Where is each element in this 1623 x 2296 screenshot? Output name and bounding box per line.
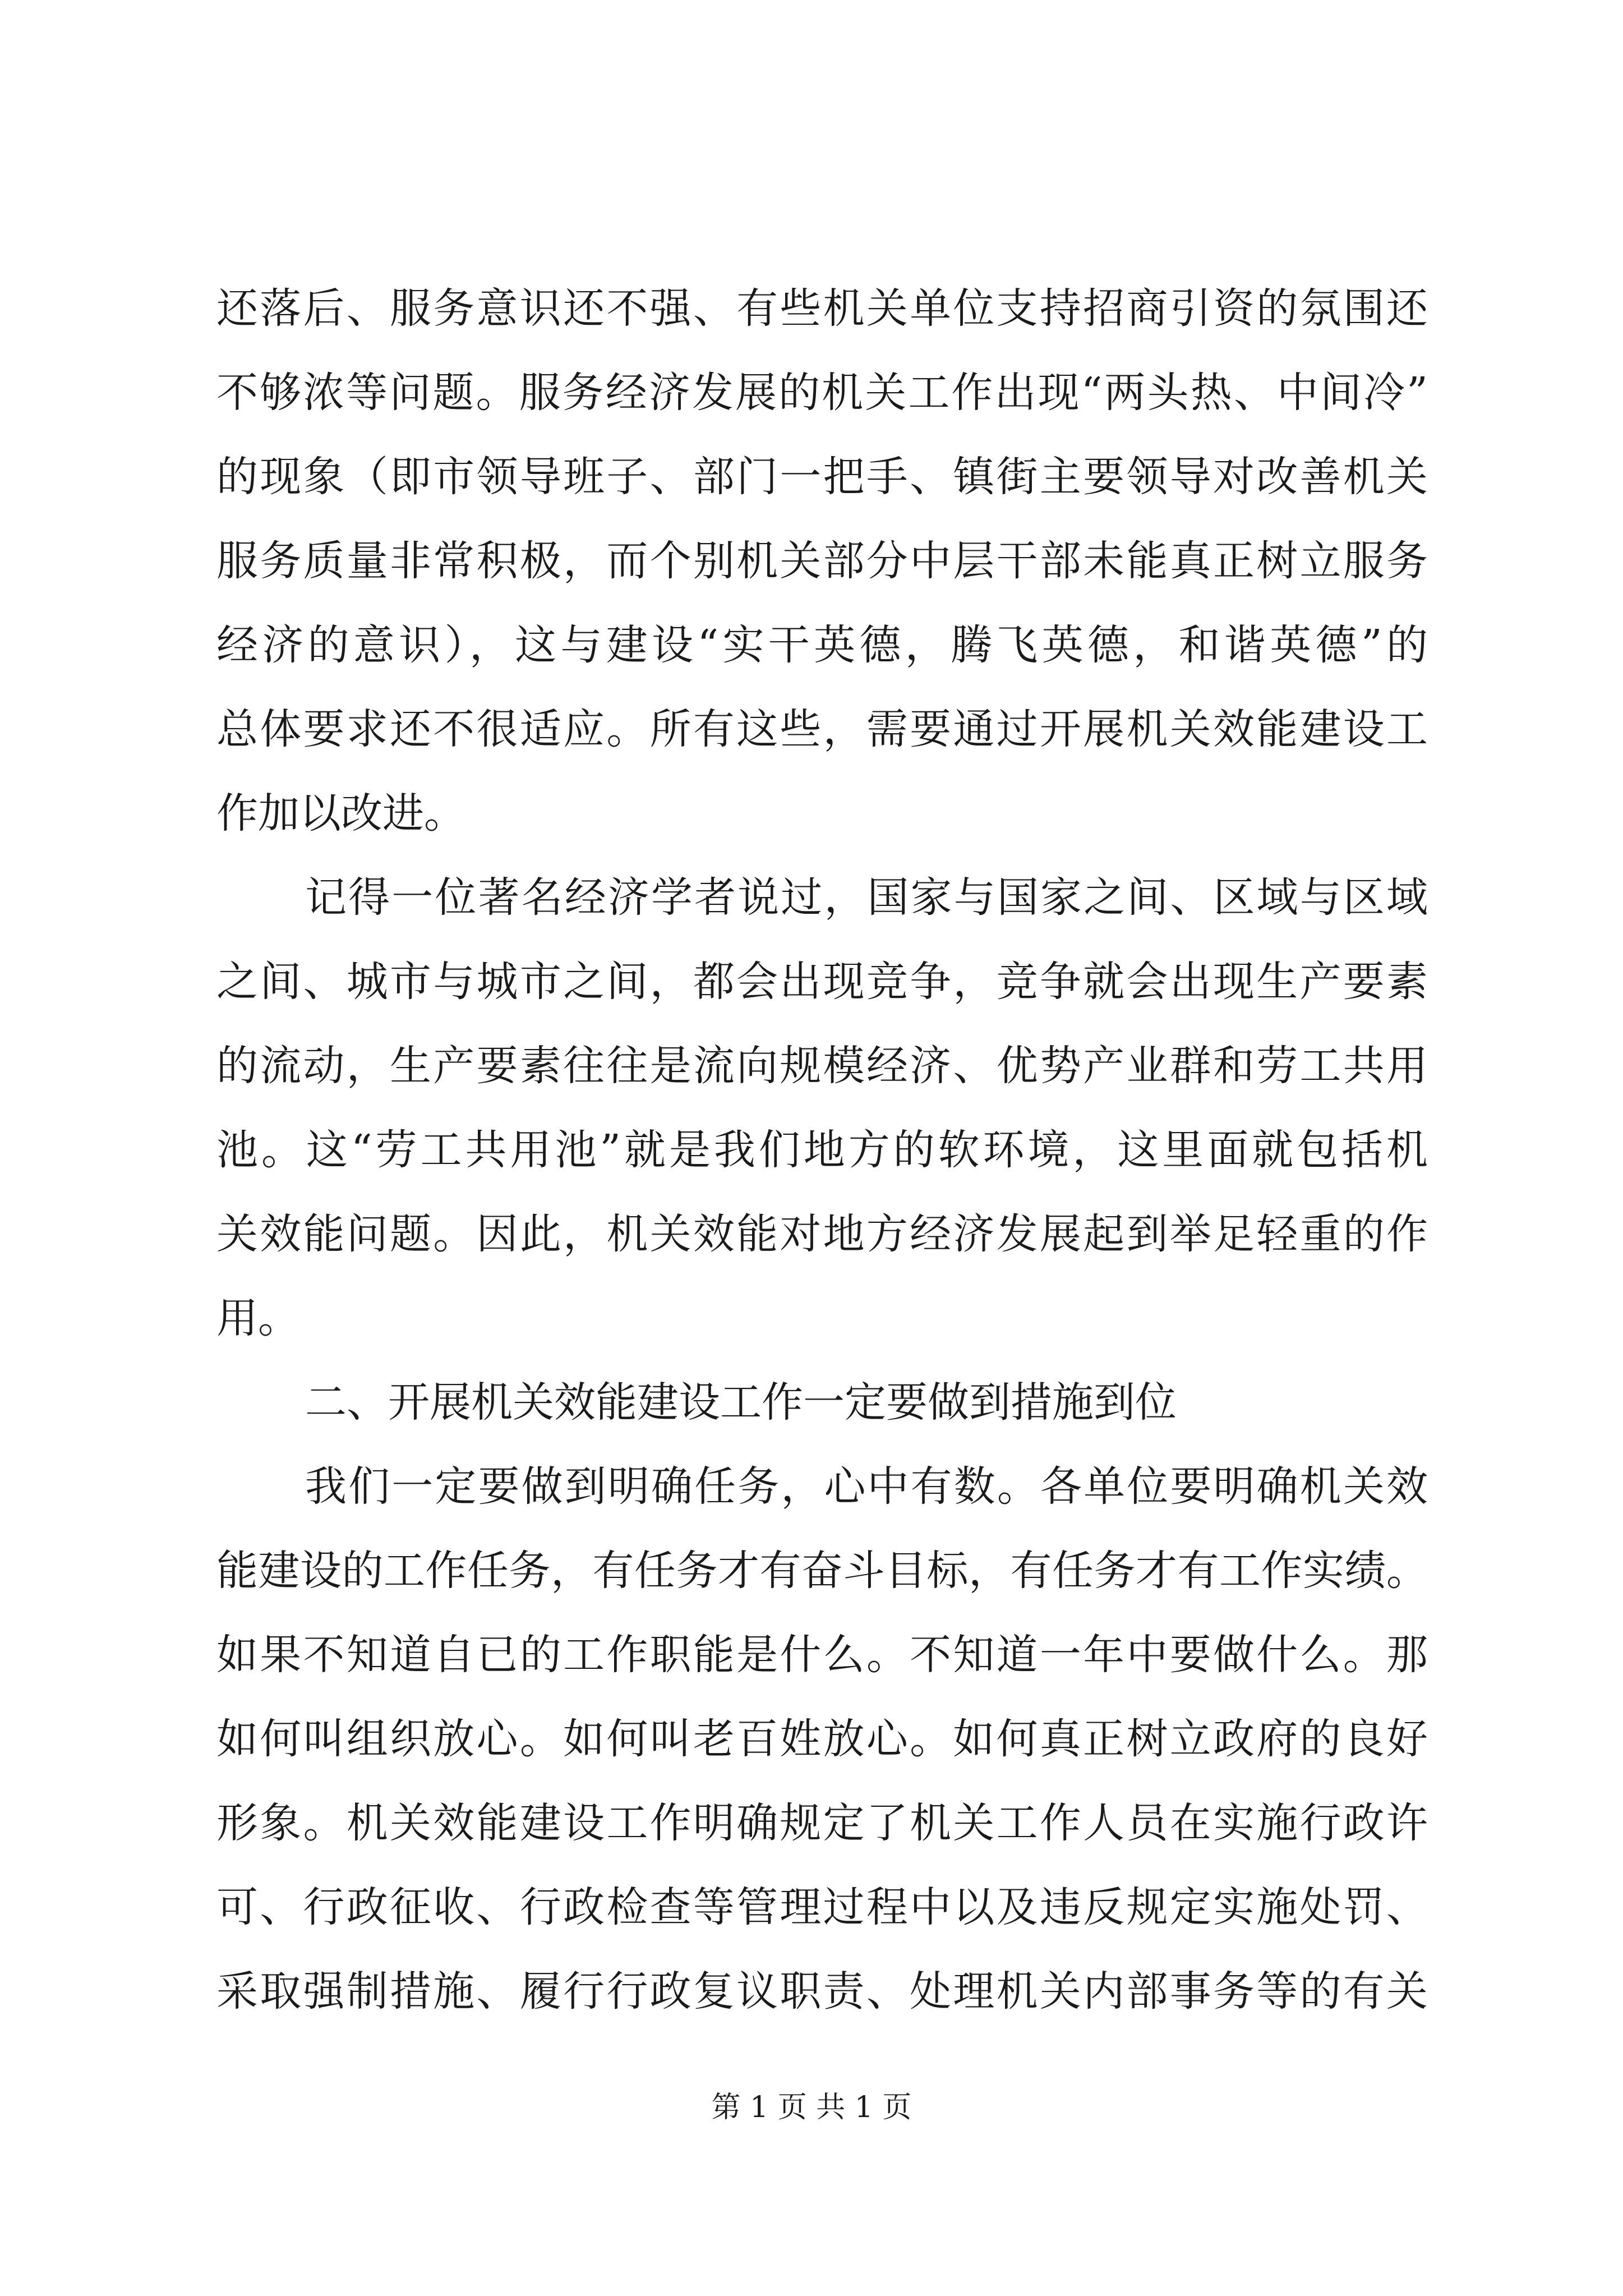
- text-line: 经济的意识），这与建设“实干英德，腾飞英德，和谐英德”的: [216, 621, 1428, 669]
- text-line: 用。: [216, 1294, 299, 1342]
- document-body: [216, 266, 1428, 2033]
- text-line: 可、行政征收、行政检查等管理过程中以及违反规定实施处罚、: [216, 1883, 1428, 1931]
- paragraph-first-line: 记得一位著名经济学者说过，国家与国家之间、区域与区域: [305, 873, 1428, 922]
- text-line: 作加以改进。: [216, 789, 465, 838]
- text-line: 的现象（即市领导班子、部门一把手、镇街主要领导对改善机关: [216, 453, 1428, 501]
- text-line: 如何叫组织放心。如何叫老百姓放心。如何真正树立政府的良好: [216, 1715, 1428, 1763]
- page-footer: [0, 2088, 1623, 2127]
- text-line: 还落后、服务意识还不强、有些机关单位支持招商引资的氛围还: [216, 284, 1428, 333]
- section-heading: 二、开展机关效能建设工作一定要做到措施到位: [305, 1378, 1177, 1427]
- text-line: 关效能问题。因此，机关效能对地方经济发展起到举足轻重的作: [216, 1210, 1428, 1258]
- paragraph-first-line: 我们一定要做到明确任务，心中有数。各单位要明确机关效: [305, 1462, 1428, 1511]
- text-line: 池。这“劳工共用池”就是我们地方的软环境，这里面就包括机: [216, 1126, 1428, 1174]
- text-line: 采取强制措施、履行行政复议职责、处理机关内部事务等的有关: [216, 1967, 1428, 2016]
- text-line: 能建设的工作任务，有任务才有奋斗目标，有任务才有工作实绩。: [216, 1547, 1428, 1595]
- text-line: 之间、城市与城市之间，都会出现竞争，竞争就会出现生产要素: [216, 958, 1428, 1006]
- text-line: 服务质量非常积极，而个别机关部分中层干部未能真正树立服务: [216, 537, 1428, 585]
- text-line: 形象。机关效能建设工作明确规定了机关工作人员在实施行政许: [216, 1799, 1428, 1847]
- text-line: 总体要求还不很适应。所有这些，需要通过开展机关效能建设工: [216, 705, 1428, 753]
- text-line: 不够浓等问题。服务经济发展的机关工作出现“两头热、中间冷”: [216, 369, 1428, 417]
- text-line: 如果不知道自已的工作职能是什么。不知道一年中要做什么。那: [216, 1631, 1428, 1679]
- text-line: 的流动，生产要素往往是流向规模经济、优势产业群和劳工共用: [216, 1042, 1428, 1090]
- page-number-label: 第 1 页 共 1 页: [711, 2091, 912, 2124]
